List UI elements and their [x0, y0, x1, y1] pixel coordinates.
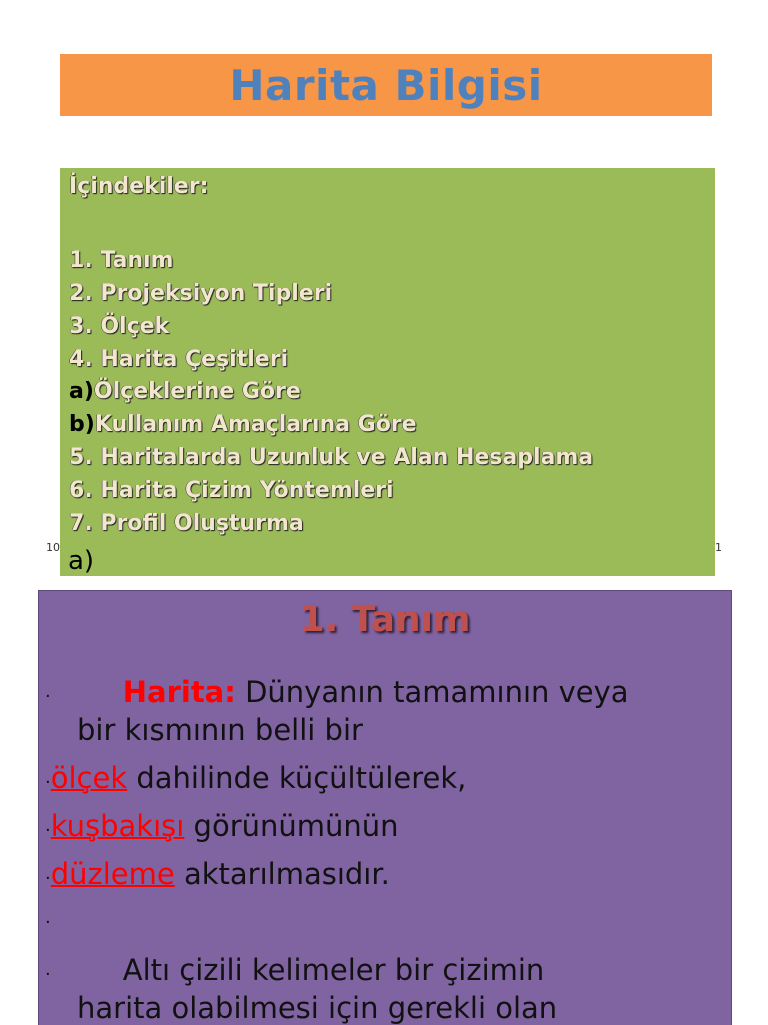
- edge-number-right: 1: [715, 541, 722, 554]
- definition-text: dahilinde küçültülerek,: [127, 761, 467, 795]
- toc-item: 1. Tanım: [69, 248, 174, 273]
- note-line: harita olabilmesi için gerekli olan: [77, 991, 558, 1025]
- term-harita: Harita:: [122, 675, 236, 709]
- definition-line: [45, 809, 399, 843]
- toc-sub-item: [69, 412, 417, 437]
- bullet: ·: [45, 912, 51, 933]
- toc-item: 3. Ölçek: [69, 314, 170, 339]
- keyword-kusbakisi: kuşbakışı: [50, 809, 185, 843]
- toc-item: 5. Haritalarda Uzunluk ve Alan Hesaplama: [69, 445, 594, 470]
- definition-text: görünümünün: [184, 809, 399, 843]
- note-line: [45, 953, 544, 987]
- keyword-olcek: ölçek: [50, 761, 128, 795]
- page-title: Harita Bilgisi: [229, 60, 543, 110]
- toc-sub-item: [69, 379, 301, 404]
- toc-heading: İçindekiler:: [69, 174, 209, 199]
- toc-trailing-marker: a): [68, 546, 95, 576]
- toc-sub-text: Ölçeklerine Göre: [93, 379, 301, 404]
- edge-number-left: 10: [46, 541, 60, 554]
- empty-bullet-line: [45, 901, 51, 935]
- toc-sub-text: Kullanım Amaçlarına Göre: [94, 412, 417, 437]
- toc-item: 6. Harita Çizim Yöntemleri: [69, 478, 394, 503]
- title-banner: [60, 54, 712, 116]
- bullet: ·: [45, 868, 51, 889]
- section-title: 1. Tanım: [299, 599, 471, 640]
- definition-line: bir kısmının belli bir: [77, 713, 363, 747]
- toc-item: 4. Harita Çeşitleri: [69, 347, 289, 372]
- bullet: ·: [45, 772, 51, 793]
- definition-box: [38, 590, 732, 1025]
- bullet: ·: [45, 820, 51, 841]
- definition-line: [45, 761, 466, 795]
- note-text: Altı çizili kelimeler bir çizimin: [122, 953, 545, 987]
- toc-sub-marker: b): [69, 412, 95, 437]
- definition-text: Dünyanın tamamının veya: [235, 675, 629, 709]
- definition-line: [45, 675, 629, 709]
- bullet: ·: [45, 964, 51, 985]
- toc-sub-marker: a): [69, 379, 94, 404]
- toc-item: 2. Projeksiyon Tipleri: [69, 281, 333, 306]
- definition-line: [45, 857, 390, 891]
- table-of-contents: [60, 168, 715, 576]
- definition-text: aktarılmasıdır.: [174, 857, 390, 891]
- toc-item: 7. Profil Oluşturma: [69, 511, 304, 536]
- bullet: ·: [45, 686, 51, 707]
- keyword-duzleme: düzleme: [50, 857, 175, 891]
